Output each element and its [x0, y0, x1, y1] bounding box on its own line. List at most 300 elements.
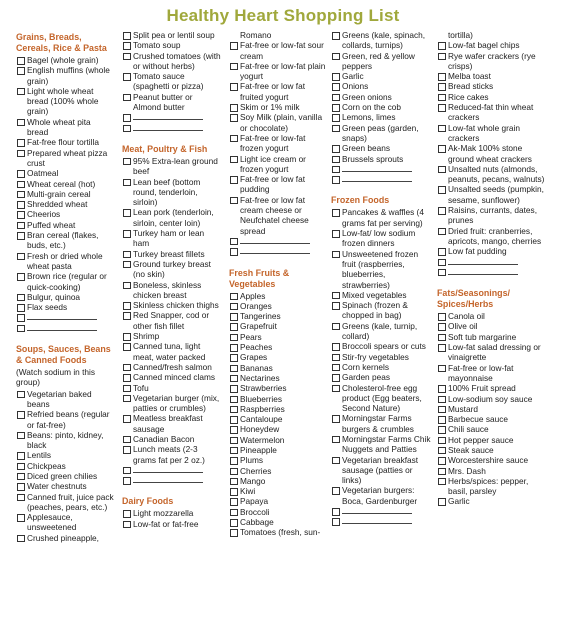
- list-item[interactable]: [229, 517, 327, 527]
- write-in-line[interactable]: [133, 465, 203, 473]
- list-item[interactable]: [122, 331, 222, 341]
- list-item[interactable]: [331, 207, 433, 228]
- checkbox[interactable]: [17, 483, 25, 491]
- checkbox[interactable]: [17, 201, 25, 209]
- list-item[interactable]: [229, 414, 327, 424]
- list-item[interactable]: [122, 341, 222, 362]
- checkbox[interactable]: [438, 447, 446, 455]
- checkbox[interactable]: [230, 385, 238, 393]
- list-item[interactable]: [16, 199, 114, 209]
- list-item[interactable]: [229, 455, 327, 465]
- list-item[interactable]: [331, 485, 433, 506]
- checkbox[interactable]: [17, 222, 25, 230]
- checkbox[interactable]: [230, 509, 238, 517]
- blank-list-item[interactable]: [16, 323, 114, 333]
- list-item[interactable]: [16, 389, 114, 410]
- blank-list-item[interactable]: [437, 257, 549, 267]
- checkbox[interactable]: [230, 396, 238, 404]
- list-item[interactable]: [437, 311, 549, 321]
- checkbox[interactable]: [123, 209, 131, 217]
- list-item[interactable]: [16, 55, 114, 65]
- checkbox[interactable]: [17, 88, 25, 96]
- checkbox[interactable]: [17, 411, 25, 419]
- checkbox[interactable]: [17, 119, 25, 127]
- list-item[interactable]: [229, 81, 327, 102]
- list-item[interactable]: [122, 177, 222, 208]
- checkbox[interactable]: [438, 42, 446, 50]
- list-item[interactable]: [229, 476, 327, 486]
- checkbox[interactable]: [332, 302, 340, 310]
- checkbox[interactable]: [123, 364, 131, 372]
- checkbox[interactable]: [438, 437, 446, 445]
- checkbox[interactable]: [230, 104, 238, 112]
- list-item[interactable]: [437, 40, 549, 50]
- write-in-line[interactable]: [448, 267, 518, 275]
- write-in-line[interactable]: [240, 246, 310, 254]
- write-in-line[interactable]: [27, 312, 97, 320]
- list-item[interactable]: [16, 292, 114, 302]
- checkbox[interactable]: [123, 73, 131, 81]
- blank-list-item[interactable]: [331, 164, 433, 174]
- checkbox[interactable]: [332, 487, 340, 495]
- checkbox[interactable]: [332, 156, 340, 164]
- list-item[interactable]: [437, 435, 549, 445]
- checkbox[interactable]: [230, 447, 238, 455]
- write-in-line[interactable]: [342, 174, 412, 182]
- checkbox[interactable]: [17, 170, 25, 178]
- list-item[interactable]: [437, 424, 549, 434]
- checkbox[interactable]: [123, 125, 131, 133]
- list-item[interactable]: [331, 228, 433, 249]
- list-item[interactable]: [122, 519, 222, 529]
- list-item[interactable]: [437, 455, 549, 465]
- list-item[interactable]: [122, 249, 222, 259]
- list-item[interactable]: [122, 228, 222, 249]
- checkbox[interactable]: [332, 364, 340, 372]
- list-item[interactable]: [16, 471, 114, 481]
- checkbox[interactable]: [438, 426, 446, 434]
- list-item[interactable]: [437, 164, 549, 185]
- blank-list-item[interactable]: [122, 112, 222, 122]
- checkbox[interactable]: [123, 385, 131, 393]
- checkbox[interactable]: [438, 186, 446, 194]
- list-item[interactable]: [331, 249, 433, 290]
- list-item[interactable]: [331, 71, 433, 81]
- checkbox[interactable]: [230, 457, 238, 465]
- checkbox[interactable]: [332, 83, 340, 91]
- checkbox[interactable]: [230, 498, 238, 506]
- list-item[interactable]: [122, 207, 222, 228]
- list-item[interactable]: [229, 424, 327, 434]
- checkbox[interactable]: [438, 313, 446, 321]
- list-item[interactable]: [331, 51, 433, 72]
- checkbox[interactable]: [17, 191, 25, 199]
- checkbox[interactable]: [438, 207, 446, 215]
- write-in-line[interactable]: [133, 123, 203, 131]
- blank-list-item[interactable]: [122, 465, 222, 475]
- checkbox[interactable]: [123, 415, 131, 423]
- checkbox[interactable]: [438, 73, 446, 81]
- checkbox[interactable]: [332, 176, 340, 184]
- list-item[interactable]: [229, 40, 327, 61]
- checkbox[interactable]: [230, 313, 238, 321]
- checkbox[interactable]: [438, 468, 446, 476]
- checkbox[interactable]: [438, 94, 446, 102]
- checkbox[interactable]: [17, 139, 25, 147]
- list-item[interactable]: [122, 508, 222, 518]
- checkbox[interactable]: [438, 104, 446, 112]
- checkbox[interactable]: [332, 436, 340, 444]
- checkbox[interactable]: [438, 259, 446, 267]
- checkbox[interactable]: [230, 344, 238, 352]
- list-item[interactable]: [16, 492, 114, 513]
- list-item[interactable]: [16, 189, 114, 199]
- checkbox[interactable]: [230, 83, 238, 91]
- list-item[interactable]: [437, 246, 549, 256]
- checkbox[interactable]: [332, 508, 340, 516]
- checkbox[interactable]: [123, 179, 131, 187]
- list-item[interactable]: [122, 372, 222, 382]
- checkbox[interactable]: [230, 365, 238, 373]
- list-item[interactable]: [16, 302, 114, 312]
- list-item[interactable]: [437, 321, 549, 331]
- checkbox[interactable]: [123, 53, 131, 61]
- checkbox[interactable]: [230, 63, 238, 71]
- checkbox[interactable]: [230, 406, 238, 414]
- list-item[interactable]: [437, 92, 549, 102]
- list-item[interactable]: [16, 450, 114, 460]
- checkbox[interactable]: [230, 478, 238, 486]
- list-item[interactable]: [437, 205, 549, 226]
- checkbox[interactable]: [230, 437, 238, 445]
- list-item[interactable]: [437, 102, 549, 123]
- checkbox[interactable]: [230, 468, 238, 476]
- checkbox[interactable]: [17, 452, 25, 460]
- list-item[interactable]: [331, 383, 433, 414]
- list-item[interactable]: [331, 434, 433, 455]
- list-item[interactable]: [331, 290, 433, 300]
- list-item[interactable]: [122, 71, 222, 92]
- checkbox[interactable]: [123, 436, 131, 444]
- checkbox[interactable]: [332, 166, 340, 174]
- checkbox[interactable]: [230, 529, 238, 537]
- checkbox[interactable]: [230, 248, 238, 256]
- checkbox[interactable]: [17, 514, 25, 522]
- checkbox[interactable]: [332, 457, 340, 465]
- checkbox[interactable]: [17, 304, 25, 312]
- list-item[interactable]: [16, 461, 114, 471]
- checkbox[interactable]: [438, 166, 446, 174]
- list-item[interactable]: [16, 251, 114, 272]
- checkbox[interactable]: [332, 114, 340, 122]
- list-item[interactable]: [229, 373, 327, 383]
- checkbox[interactable]: [230, 156, 238, 164]
- checkbox[interactable]: [17, 494, 25, 502]
- list-item[interactable]: [437, 363, 549, 384]
- list-item[interactable]: [229, 311, 327, 321]
- checkbox[interactable]: [230, 293, 238, 301]
- checkbox[interactable]: [123, 158, 131, 166]
- list-item[interactable]: [122, 444, 222, 465]
- checkbox[interactable]: [123, 230, 131, 238]
- checkbox[interactable]: [332, 354, 340, 362]
- checkbox[interactable]: [17, 273, 25, 281]
- checkbox[interactable]: [332, 323, 340, 331]
- checkbox[interactable]: [123, 374, 131, 382]
- checkbox[interactable]: [123, 446, 131, 454]
- checkbox[interactable]: [17, 232, 25, 240]
- checkbox[interactable]: [438, 323, 446, 331]
- list-item[interactable]: [437, 71, 549, 81]
- list-item[interactable]: [331, 352, 433, 362]
- list-item[interactable]: [16, 230, 114, 251]
- list-item[interactable]: [16, 533, 114, 543]
- checkbox[interactable]: [123, 477, 131, 485]
- checkbox[interactable]: [332, 145, 340, 153]
- list-item[interactable]: [229, 174, 327, 195]
- checkbox[interactable]: [438, 145, 446, 153]
- checkbox[interactable]: [17, 391, 25, 399]
- list-item[interactable]: [331, 123, 433, 144]
- checkbox[interactable]: [332, 53, 340, 61]
- list-item[interactable]: [229, 352, 327, 362]
- checkbox[interactable]: [438, 396, 446, 404]
- checkbox[interactable]: [17, 473, 25, 481]
- checkbox[interactable]: [438, 498, 446, 506]
- list-item[interactable]: [229, 363, 327, 373]
- write-in-line[interactable]: [27, 323, 97, 331]
- checkbox[interactable]: [332, 343, 340, 351]
- list-item[interactable]: [229, 112, 327, 133]
- list-item[interactable]: [331, 30, 433, 51]
- checkbox[interactable]: [332, 32, 340, 40]
- checkbox[interactable]: [17, 150, 25, 158]
- list-item[interactable]: [229, 394, 327, 404]
- list-item[interactable]: [437, 404, 549, 414]
- list-item[interactable]: [16, 168, 114, 178]
- checkbox[interactable]: [123, 42, 131, 50]
- checkbox[interactable]: [17, 181, 25, 189]
- checkbox[interactable]: [230, 114, 238, 122]
- write-in-line[interactable]: [342, 506, 412, 514]
- checkbox[interactable]: [17, 432, 25, 440]
- list-item[interactable]: [437, 184, 549, 205]
- list-item[interactable]: [16, 117, 114, 138]
- list-item[interactable]: [16, 209, 114, 219]
- list-item[interactable]: [437, 226, 549, 247]
- list-item[interactable]: [437, 123, 549, 144]
- list-item[interactable]: [229, 154, 327, 175]
- blank-list-item[interactable]: [331, 506, 433, 516]
- list-item[interactable]: [122, 259, 222, 280]
- write-in-line[interactable]: [342, 164, 412, 172]
- checkbox[interactable]: [230, 354, 238, 362]
- checkbox[interactable]: [332, 415, 340, 423]
- list-item[interactable]: [122, 310, 222, 331]
- checkbox[interactable]: [123, 521, 131, 529]
- list-item[interactable]: [437, 476, 549, 497]
- checkbox[interactable]: [230, 135, 238, 143]
- list-item[interactable]: [122, 30, 222, 40]
- list-item[interactable]: [331, 413, 433, 434]
- blank-list-item[interactable]: [122, 475, 222, 485]
- list-item[interactable]: [229, 195, 327, 236]
- checkbox[interactable]: [332, 73, 340, 81]
- blank-list-item[interactable]: [331, 516, 433, 526]
- checkbox[interactable]: [17, 294, 25, 302]
- checkbox[interactable]: [230, 303, 238, 311]
- checkbox[interactable]: [123, 312, 131, 320]
- blank-list-item[interactable]: [229, 236, 327, 246]
- checkbox[interactable]: [438, 228, 446, 236]
- list-item[interactable]: [437, 51, 549, 72]
- list-item[interactable]: [122, 413, 222, 434]
- checkbox[interactable]: [332, 230, 340, 238]
- checkbox[interactable]: [438, 457, 446, 465]
- list-item[interactable]: [331, 112, 433, 122]
- checkbox[interactable]: [17, 535, 25, 543]
- checkbox[interactable]: [123, 302, 131, 310]
- checkbox[interactable]: [230, 334, 238, 342]
- blank-list-item[interactable]: [16, 312, 114, 322]
- list-item[interactable]: [331, 300, 433, 321]
- checkbox[interactable]: [438, 125, 446, 133]
- list-item[interactable]: [229, 466, 327, 476]
- checkbox[interactable]: [123, 114, 131, 122]
- list-item[interactable]: [229, 133, 327, 154]
- list-item[interactable]: [122, 362, 222, 372]
- list-item[interactable]: [229, 486, 327, 496]
- checkbox[interactable]: [17, 253, 25, 261]
- checkbox[interactable]: [230, 519, 238, 527]
- checkbox[interactable]: [332, 251, 340, 259]
- checkbox[interactable]: [17, 463, 25, 471]
- checkbox[interactable]: [17, 57, 25, 65]
- checkbox[interactable]: [17, 325, 25, 333]
- checkbox[interactable]: [332, 292, 340, 300]
- list-item[interactable]: [331, 154, 433, 164]
- list-item[interactable]: [122, 92, 222, 113]
- checkbox[interactable]: [230, 416, 238, 424]
- list-item[interactable]: [16, 271, 114, 292]
- write-in-line[interactable]: [133, 112, 203, 120]
- list-item[interactable]: [229, 61, 327, 82]
- list-item[interactable]: [122, 300, 222, 310]
- list-item[interactable]: [122, 156, 222, 177]
- checkbox[interactable]: [438, 53, 446, 61]
- list-item[interactable]: [437, 445, 549, 455]
- checkbox[interactable]: [332, 209, 340, 217]
- write-in-line[interactable]: [240, 236, 310, 244]
- checkbox[interactable]: [332, 104, 340, 112]
- checkbox[interactable]: [230, 238, 238, 246]
- list-item[interactable]: [229, 527, 327, 537]
- checkbox[interactable]: [332, 385, 340, 393]
- checkbox[interactable]: [123, 251, 131, 259]
- checkbox[interactable]: [438, 478, 446, 486]
- checkbox[interactable]: [230, 375, 238, 383]
- checkbox[interactable]: [123, 343, 131, 351]
- list-item[interactable]: [437, 496, 549, 506]
- list-item[interactable]: [437, 332, 549, 342]
- write-in-line[interactable]: [342, 516, 412, 524]
- checkbox[interactable]: [332, 518, 340, 526]
- list-item[interactable]: [229, 404, 327, 414]
- list-item[interactable]: [331, 341, 433, 351]
- list-item[interactable]: [122, 393, 222, 414]
- checkbox[interactable]: [230, 426, 238, 434]
- list-item[interactable]: [331, 455, 433, 486]
- list-item[interactable]: [229, 321, 327, 331]
- list-item[interactable]: [229, 332, 327, 342]
- checkbox[interactable]: [123, 32, 131, 40]
- write-in-line[interactable]: [133, 475, 203, 483]
- blank-list-item[interactable]: [122, 123, 222, 133]
- blank-list-item[interactable]: [229, 246, 327, 256]
- checkbox[interactable]: [230, 197, 238, 205]
- list-item[interactable]: [331, 92, 433, 102]
- list-item[interactable]: [331, 143, 433, 153]
- list-item[interactable]: [229, 383, 327, 393]
- checkbox[interactable]: [123, 94, 131, 102]
- list-item[interactable]: [437, 394, 549, 404]
- checkbox[interactable]: [332, 125, 340, 133]
- list-item[interactable]: [16, 86, 114, 117]
- list-item[interactable]: [16, 179, 114, 189]
- list-item[interactable]: [16, 65, 114, 86]
- list-item[interactable]: [331, 372, 433, 382]
- checkbox[interactable]: [230, 176, 238, 184]
- checkbox[interactable]: [438, 269, 446, 277]
- checkbox[interactable]: [332, 94, 340, 102]
- checkbox[interactable]: [123, 510, 131, 518]
- list-item[interactable]: [229, 291, 327, 301]
- list-item[interactable]: [122, 51, 222, 72]
- checkbox[interactable]: [230, 323, 238, 331]
- checkbox[interactable]: [438, 385, 446, 393]
- list-item[interactable]: [16, 148, 114, 169]
- checkbox[interactable]: [123, 261, 131, 269]
- checkbox[interactable]: [123, 333, 131, 341]
- list-item[interactable]: [437, 466, 549, 476]
- checkbox[interactable]: [17, 67, 25, 75]
- list-item[interactable]: [229, 435, 327, 445]
- list-item[interactable]: [331, 362, 433, 372]
- list-item[interactable]: [122, 383, 222, 393]
- list-item[interactable]: [331, 321, 433, 342]
- write-in-line[interactable]: [448, 257, 518, 265]
- list-item[interactable]: [437, 342, 549, 363]
- blank-list-item[interactable]: [331, 174, 433, 184]
- list-item[interactable]: [437, 383, 549, 393]
- checkbox[interactable]: [17, 211, 25, 219]
- list-item[interactable]: [16, 481, 114, 491]
- list-item[interactable]: [229, 102, 327, 112]
- checkbox[interactable]: [332, 374, 340, 382]
- list-item[interactable]: [122, 434, 222, 444]
- list-item[interactable]: [122, 280, 222, 301]
- list-item[interactable]: [437, 143, 549, 164]
- checkbox[interactable]: [123, 395, 131, 403]
- checkbox[interactable]: [438, 334, 446, 342]
- checkbox[interactable]: [230, 488, 238, 496]
- checkbox[interactable]: [438, 83, 446, 91]
- checkbox[interactable]: [438, 416, 446, 424]
- blank-list-item[interactable]: [437, 267, 549, 277]
- checkbox[interactable]: [17, 314, 25, 322]
- list-item[interactable]: [331, 102, 433, 112]
- checkbox[interactable]: [438, 365, 446, 373]
